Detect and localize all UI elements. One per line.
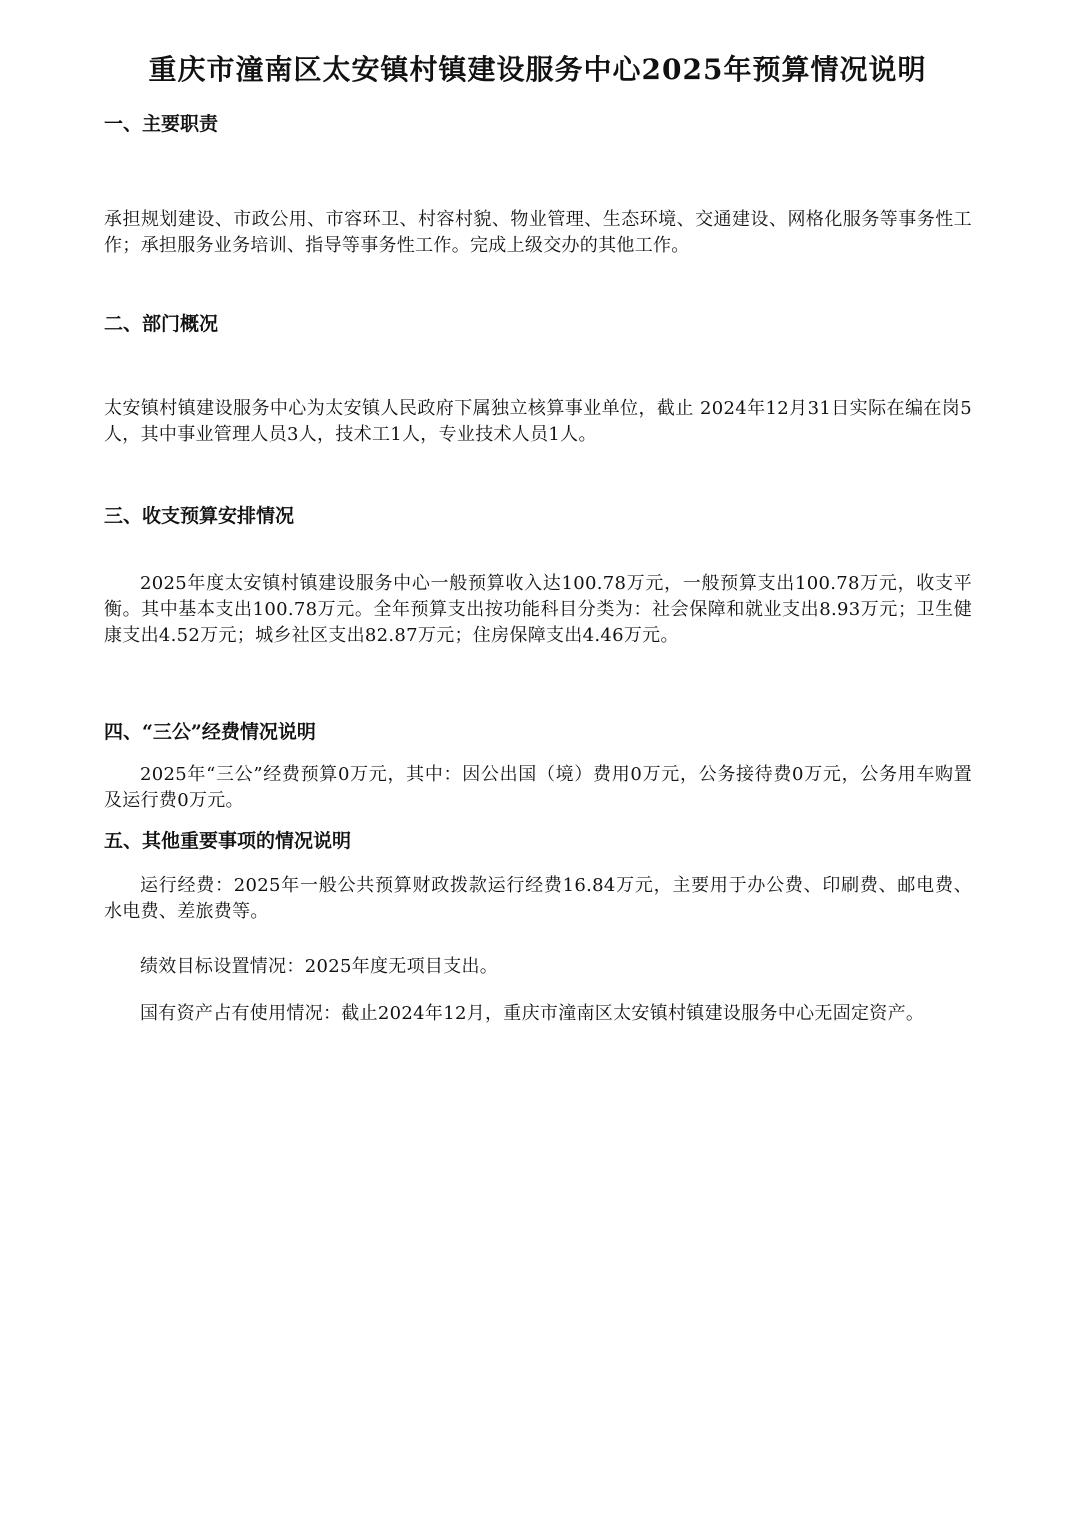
section-heading-responsibilities: 一、主要职责: [104, 113, 219, 135]
responsibilities-paragraph: 承担规划建设、市政公用、市容环卫、村容村貌、物业管理、生态环境、交通建设、网格化服务等事务性工作；承担服务业务培训、指导等事务性工作。完成上级交办的其他工作。: [104, 209, 972, 256]
section-heading-three-public: 四、“三公”经费情况说明: [104, 721, 316, 743]
section-heading-other-matters: 五、其他重要事项的情况说明: [104, 830, 352, 852]
overview-paragraph: 太安镇村镇建设服务中心为太安镇人民政府下属独立核算事业单位，截止 2024年12月31日实际在编在岗5人，其中事业管理人员3人，技术工1人，专业技术人员1人。: [104, 398, 972, 445]
three-public-paragraph: 2025年“三公”经费预算0万元，其中：因公出国（境）费用0万元，公务接待费0万元，公务用车购置及运行费0万元。: [104, 764, 972, 811]
budget-paragraph: 2025年度太安镇村镇建设服务中心一般预算收入达100.78万元，一般预算支出100.78万元，收支平衡。其中基本支出100.78万元。全年预算支出按功能科目分类为：社会保障和就业支出8.93万元；卫生健康支出4.52万元；城乡社区支出82.87万元；住房保障支出4.46万元。: [104, 573, 972, 646]
section-heading-overview: 二、部门概况: [104, 313, 219, 335]
performance-goals-paragraph: 绩效目标设置情况：2025年度无项目支出。: [140, 956, 499, 977]
state-assets-paragraph: 国有资产占有使用情况：截止2024年12月，重庆市潼南区太安镇村镇建设服务中心无固定资产。: [140, 1003, 925, 1024]
section-heading-budget: 三、收支预算安排情况: [104, 505, 295, 527]
document-title: 重庆市潼南区太安镇村镇建设服务中心2025年预算情况说明: [148, 53, 927, 86]
operating-expenses-paragraph: 运行经费：2025年一般公共预算财政拨款运行经费16.84万元，主要用于办公费、印刷费、邮电费、水电费、差旅费等。: [104, 875, 972, 922]
